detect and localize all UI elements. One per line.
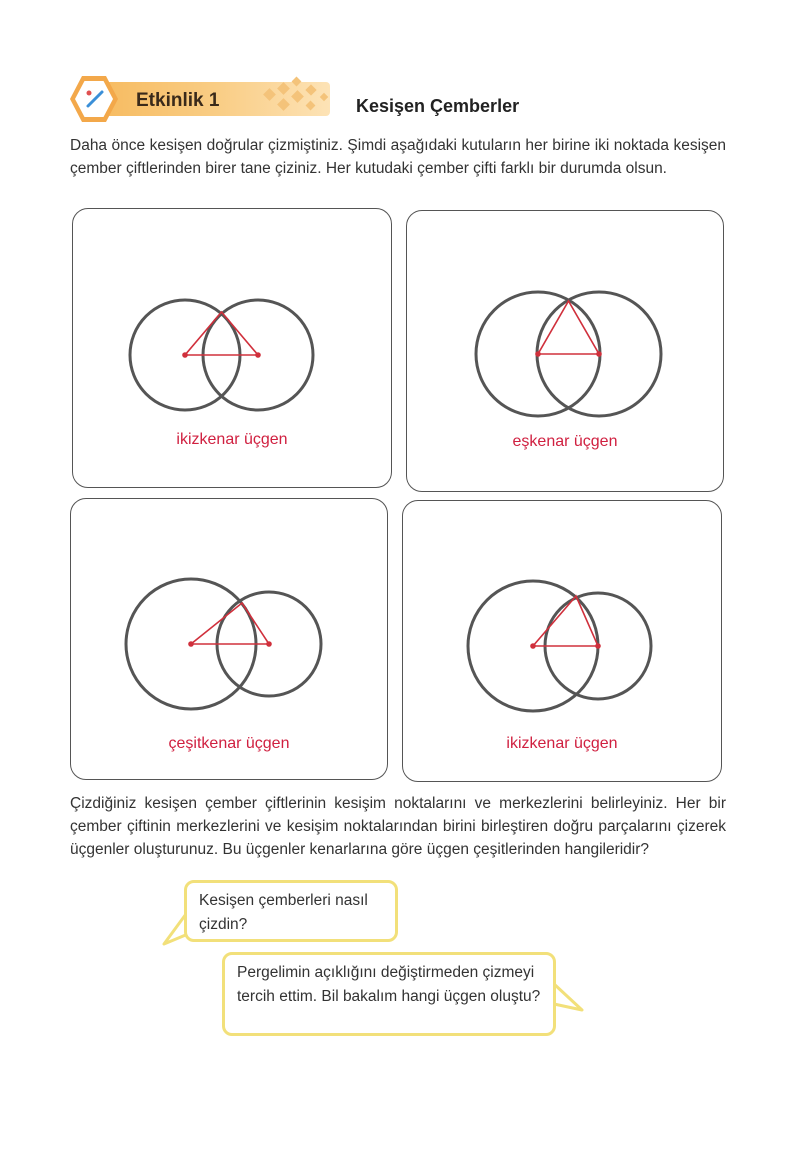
activity-label: Etkinlik 1 xyxy=(136,90,220,111)
triangle-type-caption: ikizkenar üçgen xyxy=(176,431,288,448)
speech-bubble-question xyxy=(184,880,398,942)
intro-text: Daha önce kesişen doğrular çizmiştiniz. Şimdi aşağıdaki kutuların her birine iki noktada kesişen çember çiftlerinden birer tane çiziniz. Her kutudaki çember çifti farklı bir durumda olsun. xyxy=(70,137,726,177)
center-point xyxy=(182,352,188,358)
activity-header xyxy=(70,76,540,134)
center-point xyxy=(596,351,602,357)
center-point xyxy=(266,641,272,647)
question-text: Çizdiğiniz kesişen çember çiftlerinin kesişim noktalarını ve merkezlerini belirleyiniz. Her bir çember çiftinin merkezlerini ve kesişim noktalarından birini birleştiren doğru parçalarını çizerek üçgenler oluşturunuz. Bu üçgenler kenarlarına göre üçgen çeşitlerinden hangileridir? xyxy=(70,795,726,858)
triangle-type-caption: eşkenar üçgen xyxy=(512,433,618,450)
drawing-box-1 xyxy=(72,208,392,488)
speech-bubble-answer xyxy=(222,952,556,1036)
bubble-question-text: Kesişen çemberleri nasıl çizdin? xyxy=(199,892,368,933)
triangle xyxy=(185,312,258,355)
center-point xyxy=(188,641,194,647)
pencil-icon xyxy=(82,86,108,112)
bubble-answer-text: Pergelimin açıklığını değiştirmeden çizmeyi tercih ettim. Bil bakalım hangi üçgen oluştu? xyxy=(237,964,541,1005)
center-point xyxy=(595,643,601,649)
center-point xyxy=(530,643,536,649)
triangle xyxy=(538,301,599,354)
page-title: Kesişen Çemberler xyxy=(356,96,520,116)
drawing-box-4 xyxy=(402,500,722,782)
drawing-box-3 xyxy=(70,498,388,780)
triangle-type-caption: çeşitkenar üçgen xyxy=(168,735,290,752)
center-point xyxy=(255,352,261,358)
triangle-type-caption: ikizkenar üçgen xyxy=(506,735,618,752)
decorative-diamonds xyxy=(255,76,345,122)
drawing-box-2 xyxy=(406,210,724,492)
center-point xyxy=(535,351,541,357)
